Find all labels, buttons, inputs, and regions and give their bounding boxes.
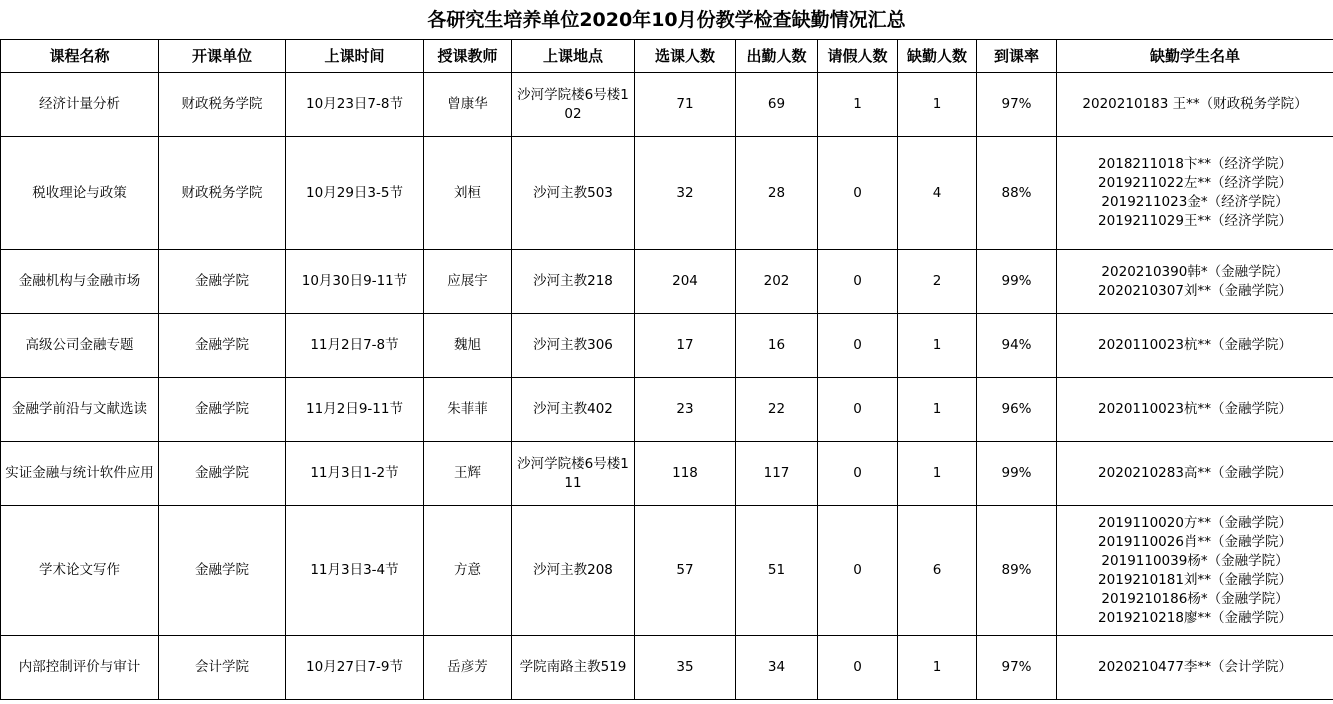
table-row <box>1 137 1333 250</box>
table-row <box>1 442 1333 506</box>
absentees-cell <box>1057 73 1333 137</box>
time-cell: 11月3日3-4节 <box>286 506 424 636</box>
teacher-cell: 刘桓 <box>424 137 512 250</box>
absentee-entry: 2020210390韩*（金融学院） <box>1101 263 1289 280</box>
enrolled-cell: 204 <box>635 250 736 314</box>
enrolled-cell: 23 <box>635 378 736 442</box>
course-cell: 实证金融与统计软件应用 <box>1 442 159 506</box>
absentees-cell <box>1057 636 1333 700</box>
unit-cell: 金融学院 <box>159 314 286 378</box>
rate-cell: 97% <box>977 636 1057 700</box>
time-cell: 10月30日9-11节 <box>286 250 424 314</box>
header-rate: 到课率 <box>977 40 1057 73</box>
enrolled-cell: 35 <box>635 636 736 700</box>
header-teacher: 授课教师 <box>424 40 512 73</box>
course-cell: 高级公司金融专题 <box>1 314 159 378</box>
attended-cell: 28 <box>736 137 818 250</box>
rate-cell: 99% <box>977 250 1057 314</box>
teacher-cell: 岳彦芳 <box>424 636 512 700</box>
absentee-entry: 2020210183 王**（财政税务学院） <box>1082 96 1308 112</box>
header-row <box>1 40 1333 73</box>
enrolled-cell: 17 <box>635 314 736 378</box>
absentee-entry: 2020210307刘**（金融学院） <box>1098 282 1292 299</box>
attended-cell: 22 <box>736 378 818 442</box>
course-cell: 税收理论与政策 <box>1 137 159 250</box>
attended-cell: 51 <box>736 506 818 636</box>
absentee-entry: 2019210186杨*（金融学院） <box>1101 590 1289 607</box>
course-cell: 内部控制评价与审计 <box>1 636 159 700</box>
teacher-cell: 朱菲菲 <box>424 378 512 442</box>
absent-cell: 4 <box>898 137 977 250</box>
leave-cell: 0 <box>818 378 898 442</box>
leave-cell: 1 <box>818 73 898 137</box>
rate-cell: 97% <box>977 73 1057 137</box>
unit-cell: 财政税务学院 <box>159 137 286 250</box>
unit-cell: 金融学院 <box>159 506 286 636</box>
table-row <box>1 250 1333 314</box>
place-cell: 沙河学院楼6号楼102 <box>512 73 635 137</box>
absent-cell: 1 <box>898 314 977 378</box>
time-cell: 10月23日7-8节 <box>286 73 424 137</box>
rate-cell: 89% <box>977 506 1057 636</box>
enrolled-cell: 71 <box>635 73 736 137</box>
absence-summary-table <box>0 39 1333 700</box>
attended-cell: 202 <box>736 250 818 314</box>
enrolled-cell: 118 <box>635 442 736 506</box>
teacher-cell: 曾康华 <box>424 73 512 137</box>
sheet-title: 各研究生培养单位2020年10月份教学检查缺勤情况汇总 <box>427 9 906 31</box>
place-cell: 沙河主教402 <box>512 378 635 442</box>
table-row <box>1 314 1333 378</box>
header-absent: 缺勤人数 <box>898 40 977 73</box>
course-cell: 金融学前沿与文献选读 <box>1 378 159 442</box>
unit-cell: 财政税务学院 <box>159 73 286 137</box>
unit-cell: 金融学院 <box>159 250 286 314</box>
header-time: 上课时间 <box>286 40 424 73</box>
absentees-cell <box>1057 314 1333 378</box>
leave-cell: 0 <box>818 137 898 250</box>
header-unit: 开课单位 <box>159 40 286 73</box>
unit-cell: 金融学院 <box>159 442 286 506</box>
leave-cell: 0 <box>818 506 898 636</box>
absentees-cell <box>1057 378 1333 442</box>
attended-cell: 117 <box>736 442 818 506</box>
time-cell: 11月2日9-11节 <box>286 378 424 442</box>
absent-cell: 6 <box>898 506 977 636</box>
enrolled-cell: 57 <box>635 506 736 636</box>
header-leave: 请假人数 <box>818 40 898 73</box>
absentee-entry: 2020210477李**（会计学院） <box>1098 659 1292 675</box>
place-cell: 沙河主教208 <box>512 506 635 636</box>
header-attended: 出勤人数 <box>736 40 818 73</box>
teacher-cell: 王辉 <box>424 442 512 506</box>
attended-cell: 16 <box>736 314 818 378</box>
absentee-entry: 2019211022左**（经济学院） <box>1098 175 1292 191</box>
teacher-cell: 魏旭 <box>424 314 512 378</box>
teacher-cell: 方意 <box>424 506 512 636</box>
place-cell: 沙河学院楼6号楼111 <box>512 442 635 506</box>
unit-cell: 会计学院 <box>159 636 286 700</box>
absent-cell: 1 <box>898 378 977 442</box>
rate-cell: 99% <box>977 442 1057 506</box>
absentee-entry: 2019110039杨*（金融学院） <box>1101 552 1289 569</box>
course-cell: 经济计量分析 <box>1 73 159 137</box>
table-row <box>1 506 1333 636</box>
rate-cell: 94% <box>977 314 1057 378</box>
place-cell: 沙河主教503 <box>512 137 635 250</box>
absent-cell: 1 <box>898 636 977 700</box>
place-cell: 沙河主教218 <box>512 250 635 314</box>
attended-cell: 34 <box>736 636 818 700</box>
teacher-cell: 应展宇 <box>424 250 512 314</box>
header-absentees: 缺勤学生名单 <box>1057 40 1333 73</box>
table-row <box>1 636 1333 700</box>
absentee-entry: 2019110020方**（金融学院） <box>1098 514 1292 531</box>
time-cell: 10月29日3-5节 <box>286 137 424 250</box>
absentee-entry: 2019211023金*（经济学院） <box>1101 194 1289 210</box>
header-place: 上课地点 <box>512 40 635 73</box>
absentees-cell <box>1057 506 1333 636</box>
course-cell: 学术论文写作 <box>1 506 159 636</box>
absentee-entry: 2020210283高**（金融学院） <box>1098 465 1292 481</box>
leave-cell: 0 <box>818 442 898 506</box>
course-cell: 金融机构与金融市场 <box>1 250 159 314</box>
absentee-entry: 2019110026肖**（金融学院） <box>1098 533 1292 550</box>
absentee-entry: 2020110023杭**（金融学院） <box>1098 337 1292 353</box>
absentees-cell <box>1057 442 1333 506</box>
absent-cell: 2 <box>898 250 977 314</box>
place-cell: 学院南路主教519 <box>512 636 635 700</box>
absentee-entry: 2018211018卞**（经济学院） <box>1098 156 1292 172</box>
place-cell: 沙河主教306 <box>512 314 635 378</box>
absent-cell: 1 <box>898 73 977 137</box>
leave-cell: 0 <box>818 314 898 378</box>
leave-cell: 0 <box>818 250 898 314</box>
enrolled-cell: 32 <box>635 137 736 250</box>
attended-cell: 69 <box>736 73 818 137</box>
table-row <box>1 378 1333 442</box>
table-row <box>1 73 1333 137</box>
rate-cell: 88% <box>977 137 1057 250</box>
absentee-entry: 2019210181刘**（金融学院） <box>1098 571 1292 588</box>
absentees-cell <box>1057 250 1333 314</box>
leave-cell: 0 <box>818 636 898 700</box>
time-cell: 11月3日1-2节 <box>286 442 424 506</box>
rate-cell: 96% <box>977 378 1057 442</box>
absent-cell: 1 <box>898 442 977 506</box>
unit-cell: 金融学院 <box>159 378 286 442</box>
absentees-cell <box>1057 137 1333 250</box>
header-enrolled: 选课人数 <box>635 40 736 73</box>
header-course: 课程名称 <box>1 40 159 73</box>
time-cell: 10月27日7-9节 <box>286 636 424 700</box>
absentee-entry: 2019211029王**（经济学院） <box>1098 213 1292 229</box>
absentee-entry: 2020110023杭**（金融学院） <box>1098 401 1292 417</box>
time-cell: 11月2日7-8节 <box>286 314 424 378</box>
absentee-entry: 2019210218廖**（金融学院） <box>1098 609 1292 626</box>
